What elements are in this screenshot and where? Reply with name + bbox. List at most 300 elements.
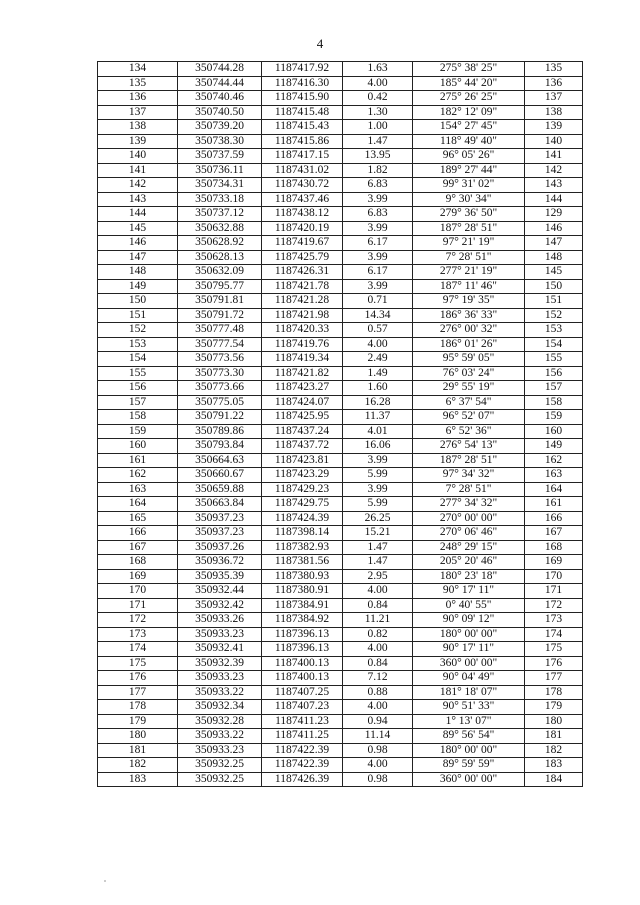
x-coordinate-cell: 350664.63 bbox=[178, 453, 262, 468]
point-number-cell: 169 bbox=[98, 569, 178, 584]
distance-cell: 7.12 bbox=[343, 671, 413, 686]
point-number-cell: 143 bbox=[98, 192, 178, 207]
next-point-number-cell: 183 bbox=[525, 758, 583, 773]
table-row bbox=[98, 308, 583, 323]
direction-angle-cell: 154° 27' 45" bbox=[413, 120, 525, 135]
y-coordinate-cell: 1187423.81 bbox=[262, 453, 343, 468]
direction-angle-cell: 277° 21' 19" bbox=[413, 265, 525, 280]
next-point-number-cell: 148 bbox=[525, 250, 583, 265]
table-row bbox=[98, 395, 583, 410]
distance-cell: 1.60 bbox=[343, 381, 413, 396]
direction-angle-cell: 96° 52' 07" bbox=[413, 410, 525, 425]
x-coordinate-cell: 350933.26 bbox=[178, 613, 262, 628]
table-row bbox=[98, 453, 583, 468]
x-coordinate-cell: 350744.28 bbox=[178, 62, 262, 77]
y-coordinate-cell: 1187438.12 bbox=[262, 207, 343, 222]
point-number-cell: 183 bbox=[98, 772, 178, 787]
x-coordinate-cell: 350736.11 bbox=[178, 163, 262, 178]
direction-angle-cell: 187° 28' 51" bbox=[413, 453, 525, 468]
y-coordinate-cell: 1187426.31 bbox=[262, 265, 343, 280]
point-number-cell: 147 bbox=[98, 250, 178, 265]
distance-cell: 4.00 bbox=[343, 758, 413, 773]
next-point-number-cell: 167 bbox=[525, 526, 583, 541]
distance-cell: 4.00 bbox=[343, 337, 413, 352]
distance-cell: 0.88 bbox=[343, 685, 413, 700]
distance-cell: 6.83 bbox=[343, 207, 413, 222]
table-row bbox=[98, 729, 583, 744]
next-point-number-cell: 176 bbox=[525, 656, 583, 671]
point-number-cell: 151 bbox=[98, 308, 178, 323]
y-coordinate-cell: 1187380.93 bbox=[262, 569, 343, 584]
direction-angle-cell: 95° 59' 05" bbox=[413, 352, 525, 367]
x-coordinate-cell: 350932.25 bbox=[178, 772, 262, 787]
table-row bbox=[98, 642, 583, 657]
point-number-cell: 174 bbox=[98, 642, 178, 657]
distance-cell: 1.47 bbox=[343, 134, 413, 149]
direction-angle-cell: 96° 05' 26" bbox=[413, 149, 525, 164]
direction-angle-cell: 276° 54' 13" bbox=[413, 439, 525, 454]
direction-angle-cell: 277° 34' 32" bbox=[413, 497, 525, 512]
table-row bbox=[98, 265, 583, 280]
table-row bbox=[98, 714, 583, 729]
point-number-cell: 176 bbox=[98, 671, 178, 686]
direction-angle-cell: 0° 40' 55" bbox=[413, 598, 525, 613]
point-number-cell: 179 bbox=[98, 714, 178, 729]
point-number-cell: 142 bbox=[98, 178, 178, 193]
distance-cell: 4.00 bbox=[343, 584, 413, 599]
point-number-cell: 173 bbox=[98, 627, 178, 642]
distance-cell: 4.00 bbox=[343, 700, 413, 715]
direction-angle-cell: 275° 38' 25" bbox=[413, 62, 525, 77]
distance-cell: 3.99 bbox=[343, 453, 413, 468]
table-row bbox=[98, 526, 583, 541]
direction-angle-cell: 205° 20' 46" bbox=[413, 555, 525, 570]
distance-cell: 4.00 bbox=[343, 642, 413, 657]
distance-cell: 2.49 bbox=[343, 352, 413, 367]
direction-angle-cell: 7° 28' 51" bbox=[413, 482, 525, 497]
table-row bbox=[98, 627, 583, 642]
y-coordinate-cell: 1187419.34 bbox=[262, 352, 343, 367]
y-coordinate-cell: 1187407.23 bbox=[262, 700, 343, 715]
distance-cell: 0.42 bbox=[343, 91, 413, 106]
next-point-number-cell: 143 bbox=[525, 178, 583, 193]
y-coordinate-cell: 1187426.39 bbox=[262, 772, 343, 787]
y-coordinate-cell: 1187416.30 bbox=[262, 76, 343, 91]
direction-angle-cell: 89° 59' 59" bbox=[413, 758, 525, 773]
next-point-number-cell: 149 bbox=[525, 439, 583, 454]
distance-cell: 6.17 bbox=[343, 236, 413, 251]
direction-angle-cell: 99° 31' 02" bbox=[413, 178, 525, 193]
x-coordinate-cell: 350663.84 bbox=[178, 497, 262, 512]
next-point-number-cell: 129 bbox=[525, 207, 583, 222]
direction-angle-cell: 360° 00' 00" bbox=[413, 656, 525, 671]
direction-angle-cell: 248° 29' 15" bbox=[413, 540, 525, 555]
direction-angle-cell: 118° 49' 40" bbox=[413, 134, 525, 149]
x-coordinate-cell: 350933.22 bbox=[178, 729, 262, 744]
y-coordinate-cell: 1187437.24 bbox=[262, 424, 343, 439]
direction-angle-cell: 186° 01' 26" bbox=[413, 337, 525, 352]
x-coordinate-cell: 350795.77 bbox=[178, 279, 262, 294]
distance-cell: 0.94 bbox=[343, 714, 413, 729]
next-point-number-cell: 160 bbox=[525, 424, 583, 439]
table-row bbox=[98, 105, 583, 120]
point-number-cell: 157 bbox=[98, 395, 178, 410]
y-coordinate-cell: 1187415.43 bbox=[262, 120, 343, 135]
distance-cell: 3.99 bbox=[343, 192, 413, 207]
direction-angle-cell: 180° 23' 18" bbox=[413, 569, 525, 584]
distance-cell: 0.57 bbox=[343, 323, 413, 338]
table-row bbox=[98, 613, 583, 628]
table-row bbox=[98, 685, 583, 700]
table-row bbox=[98, 482, 583, 497]
next-point-number-cell: 180 bbox=[525, 714, 583, 729]
table-row bbox=[98, 439, 583, 454]
table-row bbox=[98, 163, 583, 178]
distance-cell: 11.14 bbox=[343, 729, 413, 744]
x-coordinate-cell: 350932.44 bbox=[178, 584, 262, 599]
x-coordinate-cell: 350793.84 bbox=[178, 439, 262, 454]
x-coordinate-cell: 350733.18 bbox=[178, 192, 262, 207]
point-number-cell: 178 bbox=[98, 700, 178, 715]
next-point-number-cell: 154 bbox=[525, 337, 583, 352]
table-row bbox=[98, 758, 583, 773]
x-coordinate-cell: 350932.39 bbox=[178, 656, 262, 671]
next-point-number-cell: 151 bbox=[525, 294, 583, 309]
coordinates-table bbox=[97, 61, 583, 787]
x-coordinate-cell: 350740.46 bbox=[178, 91, 262, 106]
table-row bbox=[98, 511, 583, 526]
distance-cell: 0.71 bbox=[343, 294, 413, 309]
y-coordinate-cell: 1187384.92 bbox=[262, 613, 343, 628]
y-coordinate-cell: 1187437.72 bbox=[262, 439, 343, 454]
distance-cell: 0.84 bbox=[343, 598, 413, 613]
distance-cell: 1.82 bbox=[343, 163, 413, 178]
distance-cell: 5.99 bbox=[343, 468, 413, 483]
point-number-cell: 170 bbox=[98, 584, 178, 599]
table-row bbox=[98, 366, 583, 381]
x-coordinate-cell: 350659.88 bbox=[178, 482, 262, 497]
x-coordinate-cell: 350937.23 bbox=[178, 526, 262, 541]
table-row bbox=[98, 76, 583, 91]
y-coordinate-cell: 1187400.13 bbox=[262, 656, 343, 671]
table-row bbox=[98, 323, 583, 338]
x-coordinate-cell: 350932.25 bbox=[178, 758, 262, 773]
x-coordinate-cell: 350932.42 bbox=[178, 598, 262, 613]
y-coordinate-cell: 1187420.33 bbox=[262, 323, 343, 338]
point-number-cell: 156 bbox=[98, 381, 178, 396]
y-coordinate-cell: 1187421.28 bbox=[262, 294, 343, 309]
table-row bbox=[98, 772, 583, 787]
point-number-cell: 180 bbox=[98, 729, 178, 744]
y-coordinate-cell: 1187417.15 bbox=[262, 149, 343, 164]
x-coordinate-cell: 350937.23 bbox=[178, 511, 262, 526]
distance-cell: 16.28 bbox=[343, 395, 413, 410]
point-number-cell: 171 bbox=[98, 598, 178, 613]
table-row bbox=[98, 221, 583, 236]
point-number-cell: 145 bbox=[98, 221, 178, 236]
next-point-number-cell: 150 bbox=[525, 279, 583, 294]
distance-cell: 3.99 bbox=[343, 221, 413, 236]
point-number-cell: 163 bbox=[98, 482, 178, 497]
next-point-number-cell: 137 bbox=[525, 91, 583, 106]
y-coordinate-cell: 1187419.67 bbox=[262, 236, 343, 251]
x-coordinate-cell: 350933.23 bbox=[178, 671, 262, 686]
x-coordinate-cell: 350775.05 bbox=[178, 395, 262, 410]
direction-angle-cell: 97° 21' 19" bbox=[413, 236, 525, 251]
x-coordinate-cell: 350737.59 bbox=[178, 149, 262, 164]
x-coordinate-cell: 350937.26 bbox=[178, 540, 262, 555]
distance-cell: 11.21 bbox=[343, 613, 413, 628]
distance-cell: 6.17 bbox=[343, 265, 413, 280]
y-coordinate-cell: 1187437.46 bbox=[262, 192, 343, 207]
x-coordinate-cell: 350933.22 bbox=[178, 685, 262, 700]
table-row bbox=[98, 656, 583, 671]
next-point-number-cell: 142 bbox=[525, 163, 583, 178]
distance-cell: 1.30 bbox=[343, 105, 413, 120]
y-coordinate-cell: 1187425.95 bbox=[262, 410, 343, 425]
y-coordinate-cell: 1187415.86 bbox=[262, 134, 343, 149]
y-coordinate-cell: 1187424.39 bbox=[262, 511, 343, 526]
point-number-cell: 140 bbox=[98, 149, 178, 164]
table-row bbox=[98, 149, 583, 164]
direction-angle-cell: 276° 00' 32" bbox=[413, 323, 525, 338]
point-number-cell: 175 bbox=[98, 656, 178, 671]
direction-angle-cell: 180° 00' 00" bbox=[413, 627, 525, 642]
x-coordinate-cell: 350632.88 bbox=[178, 221, 262, 236]
point-number-cell: 134 bbox=[98, 62, 178, 77]
table-row bbox=[98, 192, 583, 207]
distance-cell: 16.06 bbox=[343, 439, 413, 454]
scan-speck bbox=[104, 880, 106, 882]
distance-cell: 26.25 bbox=[343, 511, 413, 526]
direction-angle-cell: 279° 36' 50" bbox=[413, 207, 525, 222]
y-coordinate-cell: 1187422.39 bbox=[262, 758, 343, 773]
x-coordinate-cell: 350791.81 bbox=[178, 294, 262, 309]
y-coordinate-cell: 1187421.78 bbox=[262, 279, 343, 294]
point-number-cell: 137 bbox=[98, 105, 178, 120]
next-point-number-cell: 145 bbox=[525, 265, 583, 280]
y-coordinate-cell: 1187430.72 bbox=[262, 178, 343, 193]
table-row bbox=[98, 250, 583, 265]
direction-angle-cell: 90° 17' 11" bbox=[413, 584, 525, 599]
next-point-number-cell: 182 bbox=[525, 743, 583, 758]
point-number-cell: 153 bbox=[98, 337, 178, 352]
point-number-cell: 166 bbox=[98, 526, 178, 541]
next-point-number-cell: 159 bbox=[525, 410, 583, 425]
direction-angle-cell: 180° 00' 00" bbox=[413, 743, 525, 758]
y-coordinate-cell: 1187421.82 bbox=[262, 366, 343, 381]
table-row bbox=[98, 294, 583, 309]
distance-cell: 0.82 bbox=[343, 627, 413, 642]
x-coordinate-cell: 350789.86 bbox=[178, 424, 262, 439]
next-point-number-cell: 179 bbox=[525, 700, 583, 715]
x-coordinate-cell: 350935.39 bbox=[178, 569, 262, 584]
next-point-number-cell: 146 bbox=[525, 221, 583, 236]
direction-angle-cell: 76° 03' 24" bbox=[413, 366, 525, 381]
direction-angle-cell: 9° 30' 34" bbox=[413, 192, 525, 207]
next-point-number-cell: 174 bbox=[525, 627, 583, 642]
direction-angle-cell: 90° 09' 12" bbox=[413, 613, 525, 628]
y-coordinate-cell: 1187415.90 bbox=[262, 91, 343, 106]
table-row bbox=[98, 134, 583, 149]
x-coordinate-cell: 350933.23 bbox=[178, 627, 262, 642]
y-coordinate-cell: 1187431.02 bbox=[262, 163, 343, 178]
direction-angle-cell: 7° 28' 51" bbox=[413, 250, 525, 265]
next-point-number-cell: 184 bbox=[525, 772, 583, 787]
direction-angle-cell: 89° 56' 54" bbox=[413, 729, 525, 744]
next-point-number-cell: 161 bbox=[525, 497, 583, 512]
next-point-number-cell: 168 bbox=[525, 540, 583, 555]
point-number-cell: 172 bbox=[98, 613, 178, 628]
x-coordinate-cell: 350628.92 bbox=[178, 236, 262, 251]
point-number-cell: 144 bbox=[98, 207, 178, 222]
distance-cell: 4.01 bbox=[343, 424, 413, 439]
distance-cell: 1.47 bbox=[343, 555, 413, 570]
direction-angle-cell: 360° 00' 00" bbox=[413, 772, 525, 787]
x-coordinate-cell: 350791.22 bbox=[178, 410, 262, 425]
table-row bbox=[98, 468, 583, 483]
table-row bbox=[98, 671, 583, 686]
next-point-number-cell: 164 bbox=[525, 482, 583, 497]
distance-cell: 3.99 bbox=[343, 250, 413, 265]
y-coordinate-cell: 1187384.91 bbox=[262, 598, 343, 613]
distance-cell: 6.83 bbox=[343, 178, 413, 193]
y-coordinate-cell: 1187429.75 bbox=[262, 497, 343, 512]
next-point-number-cell: 139 bbox=[525, 120, 583, 135]
y-coordinate-cell: 1187400.13 bbox=[262, 671, 343, 686]
table-row bbox=[98, 743, 583, 758]
distance-cell: 2.95 bbox=[343, 569, 413, 584]
distance-cell: 5.99 bbox=[343, 497, 413, 512]
point-number-cell: 168 bbox=[98, 555, 178, 570]
direction-angle-cell: 1° 13' 07" bbox=[413, 714, 525, 729]
table-row bbox=[98, 178, 583, 193]
table-row bbox=[98, 62, 583, 77]
x-coordinate-cell: 350932.41 bbox=[178, 642, 262, 657]
y-coordinate-cell: 1187396.13 bbox=[262, 627, 343, 642]
x-coordinate-cell: 350739.20 bbox=[178, 120, 262, 135]
next-point-number-cell: 177 bbox=[525, 671, 583, 686]
direction-angle-cell: 270° 06' 46" bbox=[413, 526, 525, 541]
table-row bbox=[98, 700, 583, 715]
point-number-cell: 136 bbox=[98, 91, 178, 106]
point-number-cell: 158 bbox=[98, 410, 178, 425]
point-number-cell: 182 bbox=[98, 758, 178, 773]
x-coordinate-cell: 350632.09 bbox=[178, 265, 262, 280]
point-number-cell: 161 bbox=[98, 453, 178, 468]
point-number-cell: 155 bbox=[98, 366, 178, 381]
point-number-cell: 177 bbox=[98, 685, 178, 700]
point-number-cell: 148 bbox=[98, 265, 178, 280]
next-point-number-cell: 153 bbox=[525, 323, 583, 338]
x-coordinate-cell: 350791.72 bbox=[178, 308, 262, 323]
y-coordinate-cell: 1187419.76 bbox=[262, 337, 343, 352]
x-coordinate-cell: 350773.56 bbox=[178, 352, 262, 367]
direction-angle-cell: 185° 44' 20" bbox=[413, 76, 525, 91]
point-number-cell: 135 bbox=[98, 76, 178, 91]
table-row bbox=[98, 410, 583, 425]
distance-cell: 4.00 bbox=[343, 76, 413, 91]
x-coordinate-cell: 350737.12 bbox=[178, 207, 262, 222]
table-row bbox=[98, 236, 583, 251]
x-coordinate-cell: 350773.66 bbox=[178, 381, 262, 396]
point-number-cell: 138 bbox=[98, 120, 178, 135]
x-coordinate-cell: 350933.23 bbox=[178, 743, 262, 758]
point-number-cell: 164 bbox=[98, 497, 178, 512]
distance-cell: 1.47 bbox=[343, 540, 413, 555]
direction-angle-cell: 270° 00' 00" bbox=[413, 511, 525, 526]
distance-cell: 0.98 bbox=[343, 743, 413, 758]
next-point-number-cell: 162 bbox=[525, 453, 583, 468]
distance-cell: 0.98 bbox=[343, 772, 413, 787]
y-coordinate-cell: 1187424.07 bbox=[262, 395, 343, 410]
distance-cell: 15.21 bbox=[343, 526, 413, 541]
next-point-number-cell: 155 bbox=[525, 352, 583, 367]
next-point-number-cell: 163 bbox=[525, 468, 583, 483]
y-coordinate-cell: 1187382.93 bbox=[262, 540, 343, 555]
next-point-number-cell: 175 bbox=[525, 642, 583, 657]
point-number-cell: 152 bbox=[98, 323, 178, 338]
direction-angle-cell: 186° 36' 33" bbox=[413, 308, 525, 323]
table-row bbox=[98, 598, 583, 613]
page-number: 4 bbox=[316, 36, 324, 51]
direction-angle-cell: 29° 55' 19" bbox=[413, 381, 525, 396]
point-number-cell: 162 bbox=[98, 468, 178, 483]
point-number-cell: 181 bbox=[98, 743, 178, 758]
distance-cell: 0.84 bbox=[343, 656, 413, 671]
y-coordinate-cell: 1187407.25 bbox=[262, 685, 343, 700]
x-coordinate-cell: 350744.44 bbox=[178, 76, 262, 91]
point-number-cell: 167 bbox=[98, 540, 178, 555]
next-point-number-cell: 172 bbox=[525, 598, 583, 613]
x-coordinate-cell: 350734.31 bbox=[178, 178, 262, 193]
table-row bbox=[98, 424, 583, 439]
next-point-number-cell: 157 bbox=[525, 381, 583, 396]
y-coordinate-cell: 1187415.48 bbox=[262, 105, 343, 120]
x-coordinate-cell: 350628.13 bbox=[178, 250, 262, 265]
next-point-number-cell: 144 bbox=[525, 192, 583, 207]
table-row bbox=[98, 352, 583, 367]
x-coordinate-cell: 350777.48 bbox=[178, 323, 262, 338]
next-point-number-cell: 158 bbox=[525, 395, 583, 410]
point-number-cell: 160 bbox=[98, 439, 178, 454]
x-coordinate-cell: 350660.67 bbox=[178, 468, 262, 483]
direction-angle-cell: 189° 27' 44" bbox=[413, 163, 525, 178]
direction-angle-cell: 6° 52' 36" bbox=[413, 424, 525, 439]
y-coordinate-cell: 1187422.39 bbox=[262, 743, 343, 758]
table-row bbox=[98, 540, 583, 555]
y-coordinate-cell: 1187417.92 bbox=[262, 62, 343, 77]
direction-angle-cell: 6° 37' 54" bbox=[413, 395, 525, 410]
next-point-number-cell: 181 bbox=[525, 729, 583, 744]
y-coordinate-cell: 1187396.13 bbox=[262, 642, 343, 657]
direction-angle-cell: 90° 51' 33" bbox=[413, 700, 525, 715]
next-point-number-cell: 140 bbox=[525, 134, 583, 149]
table-row bbox=[98, 337, 583, 352]
table-row bbox=[98, 584, 583, 599]
next-point-number-cell: 173 bbox=[525, 613, 583, 628]
coordinates-table-body bbox=[98, 62, 583, 787]
next-point-number-cell: 152 bbox=[525, 308, 583, 323]
table-row bbox=[98, 497, 583, 512]
next-point-number-cell: 171 bbox=[525, 584, 583, 599]
x-coordinate-cell: 350936.72 bbox=[178, 555, 262, 570]
direction-angle-cell: 90° 17' 11" bbox=[413, 642, 525, 657]
y-coordinate-cell: 1187429.23 bbox=[262, 482, 343, 497]
direction-angle-cell: 182° 12' 09" bbox=[413, 105, 525, 120]
table-row bbox=[98, 91, 583, 106]
y-coordinate-cell: 1187423.29 bbox=[262, 468, 343, 483]
